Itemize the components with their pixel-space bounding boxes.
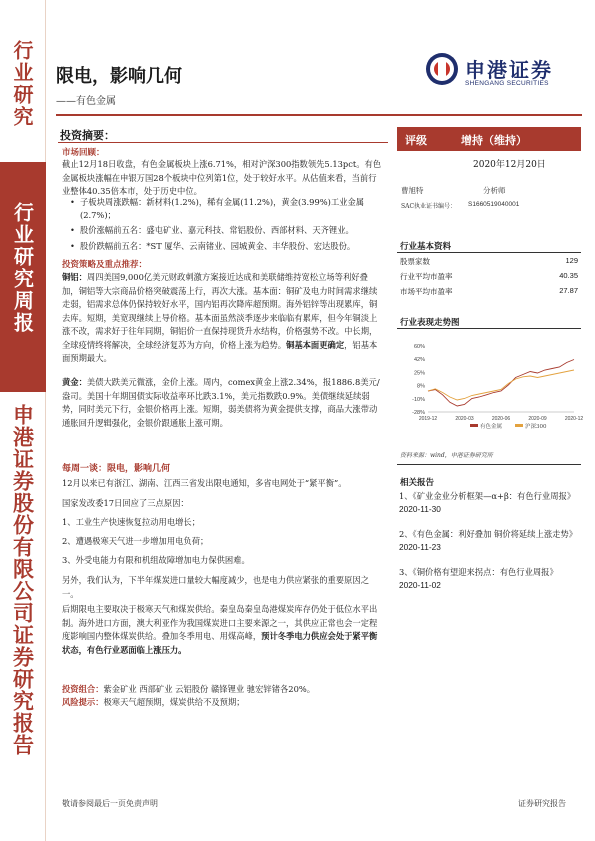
related-report-3 [399,566,577,592]
report-subtitle: ——有色金属 [56,96,116,107]
weekly-item-1: 1、工业生产快速恢复拉动用电增长； [62,517,201,527]
sac-number: S1660519040001 [468,201,520,208]
y-tick-label: 60% [413,344,425,350]
related-heading: 相关报告 [400,478,435,488]
report-date: 2020年12月20日 [473,160,546,170]
sidebar-top-block [0,0,46,162]
weekly-p4-text: 后期限电主要取决于极寒天气和煤炭供给。秦皇岛秦皇岛港煤炭库存仍处于低位水平出制。海外进口方面，澳大利亚作为我国煤炭进口主要来源之一，其供应正常也会一定程度影响国内整体煤炭供给。叠加冬季用电、用煤高峰， [62,604,378,641]
weekly-p3: 另外，我们认为，下半年煤炭进口量较大幅度减少，也是电力供应紧张的重要原因之一。 [62,575,369,599]
industry-row-value: 27.87 [559,286,578,295]
x-tick-label: 2020-06 [491,416,511,422]
legend-swatch [470,424,478,427]
rating-value: 增持（维持） [461,134,527,147]
industry-row-stocks [400,256,578,267]
portfolio-line [62,683,384,697]
sidebar-mid-block [0,162,46,392]
header-divider [56,114,582,116]
strategy-label: 投资策略及重点推荐： [62,260,148,270]
weekly-p4 [62,603,384,657]
chart-source: 资料来源：wind，申港证券研究所 [400,452,493,459]
abstract-heading: 投资摘要： [60,129,115,142]
related-title: 2、《有色金属：利好叠加 铜价将延续上涨走势》 [399,529,578,539]
y-tick-label: 8% [417,383,425,390]
industry-row-value: 129 [565,256,578,265]
risk-label: 风险提示： [62,697,104,707]
related-report-1 [399,490,577,516]
industry-row-label: 市场平均市盈率 [400,287,453,296]
footer-disclaimer: 敬请参阅最后一页免责声明 [62,799,158,808]
rating-bar [397,127,581,151]
portfolio-text: 紫金矿业 西部矿业 云铝股份 赣锋锂业 驰宏锌锗各20%。 [103,684,316,694]
related-date: 2020-11-23 [399,542,441,552]
chart-title: 行业表现走势图 [400,318,460,328]
market-review-text: 截止12月18日收盘，有色金属板块上涨6.71%，相对沪深300指数领先5.13pct。有色金属板块涨幅在申银万国28个板块中位列第1位，处于较好水平。从估值来看，当前行业整体40.35倍本市，处于历史中位。 [62,159,382,196]
related-date: 2020-11-02 [399,580,441,590]
weekly-item-3: 3、外受电能力有限和机组故障增加电力保供困难。 [62,555,250,565]
sac-label: SAC执业证书编号： [401,203,457,210]
y-tick-label: 25% [413,370,425,377]
analyst-role: 分析师 [483,186,506,195]
risk-line [62,696,384,710]
source-divider [397,464,581,465]
gold-label: 黄金： [62,377,87,387]
sidebar-bottom-label: 申港证券股份有限公司证券研究报告 [10,404,36,756]
rating-label: 评级 [405,134,427,147]
x-tick-label: 2020-12 [564,416,584,422]
y-tick-label: 42% [413,357,425,364]
gold-paragraph [62,376,384,430]
bullet-top-losers: • 股价跌幅前五名：*ST 厦华、云南锗业、园城黄金、丰华股份、宏达股份。 [80,240,384,253]
risk-text: 极寒天气超预期，煤炭供给不及预期； [103,697,245,707]
related-title: 1、《矿业金业分析框架—α+β：有色行业周报》 [399,491,576,501]
footer-label: 证券研究报告 [518,799,566,808]
sidebar-mid-label: 行业研究周报 [10,202,35,334]
industry-info-heading: 行业基本资料 [400,242,452,252]
legend-label: 沪深300 [525,424,547,430]
sidebar [0,0,46,841]
weekly-p1: 12月以来已有浙江、湖南、江西三省发出限电通知，多省电网处于“紧平衡”。 [62,478,347,488]
industry-row-label: 股票家数 [400,257,430,266]
x-tick-label: 2019-12 [418,416,438,422]
industry-row-value: 40.35 [559,271,578,280]
related-date: 2020-11-30 [399,504,441,514]
sidebar-bottom-block [0,392,46,841]
industry-row-industry-pe [400,271,578,282]
series-line-0 [428,360,574,407]
analyst-name: 曹旭特 [401,186,424,195]
company-logo [425,52,575,92]
portfolio-label: 投资组合： [62,684,104,694]
legend-swatch [515,424,523,427]
industry-row-market-pe [400,286,578,297]
performance-chart [400,340,584,430]
gold-text: 美债大跌美元微涨，金价上涨。周内，comex黄金上涨2.34%，报1886.8美元/盎司。美国十年期国债实际收益率环比跌3.1%，美元指数跌0.9%。美债继续延续弱势，同时美元下行，金银价格再上涨。短期，弱美债将为黄金提供支撑，商品大涨带动通胀回升逻辑强化，金银价跟通胀上涨可期。 [62,377,380,428]
copper-tail: ，铝基本面预期最大。 [62,339,378,363]
x-tick-label: 2020-03 [455,416,474,422]
weekly-heading: 每周一谈：限电，影响几何 [62,464,171,474]
legend-label: 有色金属 [480,424,503,430]
copper-aluminum-paragraph [62,271,384,366]
market-review-label: 市场回顾： [62,148,105,158]
bullet-subsector: • 子板块周涨跌幅：新材料(1.2%)，稀有金属(11.2%)，黄金(3.99%)工业金属(2.7%)； [80,196,384,222]
copper-emphasis: 铜基本面更确定 [286,339,345,350]
chart-divider [397,328,581,329]
industry-info-divider [397,252,581,253]
logo-mark-icon [425,52,459,86]
related-report-2 [399,528,577,554]
x-tick-label: 2020-09 [528,416,547,422]
report-title: 限电，影响几何 [56,66,182,87]
copper-text: 周四美国9,000亿美元财政刺激方案接近达成和美联储维持宽松立场等利好叠加，铜铝等大宗商品价格突破震荡上行，再次大涨。基本面：铜矿及电力时间需求继续走弱，铝需求总体仍保持较好水平，国内铝再次降库超预期。海外铝锌等出现累库，铜去库。短期，美宽现继续上导价格。基本面虽然淡季逐步来临临有累库，但今年铜淡上涨不改，需求好于往年同期，铜铝价一直保持现货升水结构，价格强势不改。中长期，全球疫情终将解决，全球经济复苏为方向，价格上涨为趋势。 [62,272,378,350]
logo-text-en: SHENGANG SECURITIES [465,80,549,87]
related-title: 3、《铜价格有望迎来拐点：有色行业周报》 [399,567,558,577]
bullet-top-gainers: • 股价涨幅前五名：盛屯矿业、嘉元科技、常铝股份、西部材料、天齐锂业。 [80,224,384,237]
y-tick-label: -10% [412,396,425,403]
weekly-item-2: 2、遭遇极寒天气进一步增加用电负荷； [62,536,209,546]
abstract-divider [58,142,388,143]
weekly-p2: 国家发改委17日回应了三点原因： [62,498,189,508]
weekly-p4-emphasis: 预计冬季电力供应会处于紧平衡状态，有色行业恶面临上涨压力。 [62,631,378,655]
sidebar-top-label: 行业研究 [10,40,34,128]
industry-row-label: 行业平均市盈率 [400,272,453,281]
y-tick-label: -28% [412,410,425,416]
series-line-1 [428,370,574,400]
copper-label: 铜铝： [62,272,87,282]
logo-text-cn: 申港证券 [465,58,553,82]
